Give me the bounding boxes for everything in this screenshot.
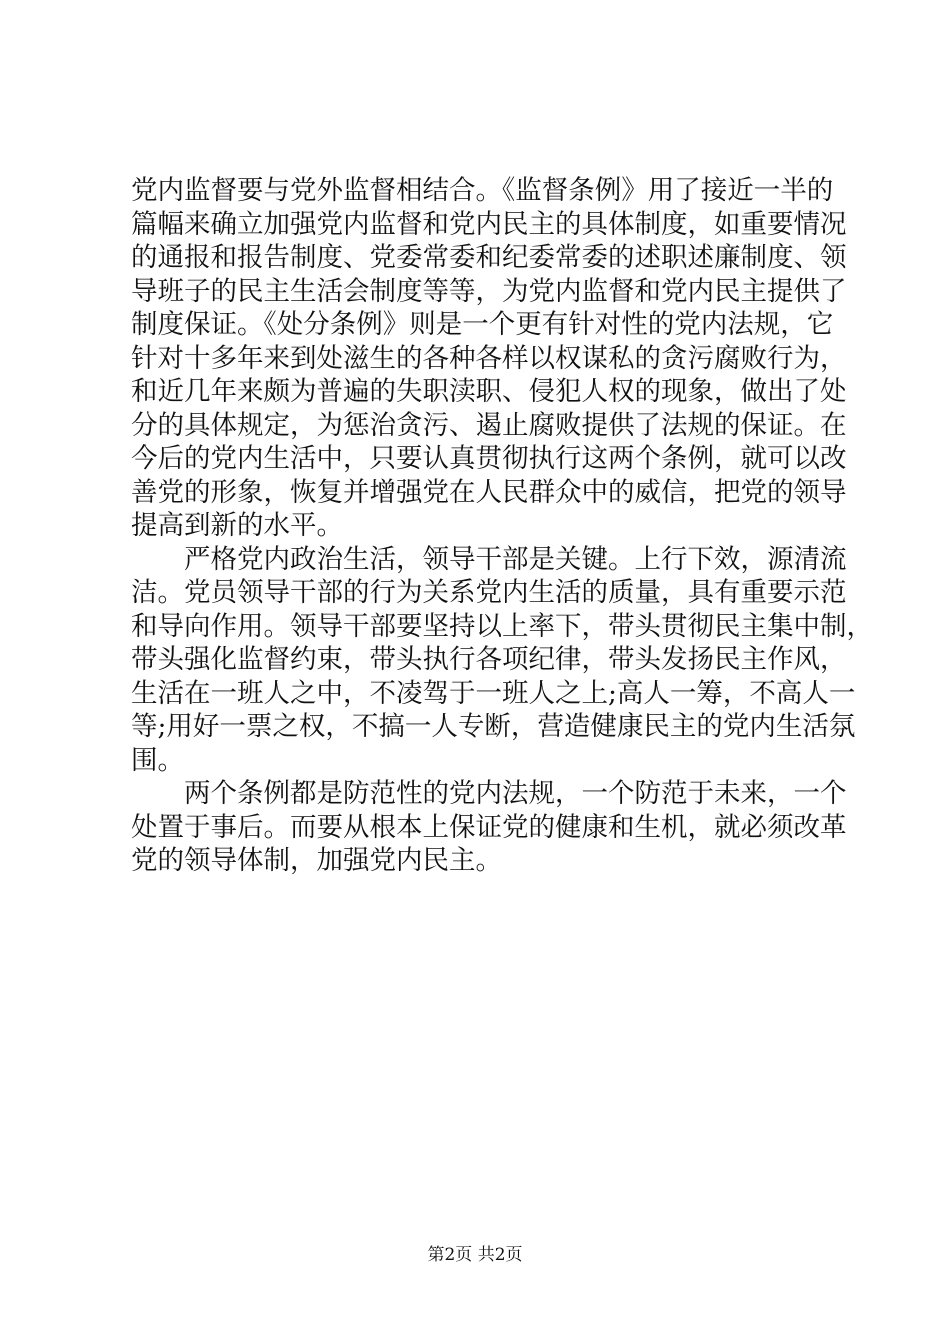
text-line: 提高到新的水平。 bbox=[131, 510, 343, 541]
paragraph-1 bbox=[131, 174, 847, 543]
paragraph-3 bbox=[131, 777, 847, 878]
text-line: 针对十多年来到处滋生的各种各样以权谋私的贪污腐败行为， bbox=[131, 342, 847, 374]
text-line: 生活在一班人之中，不凌驾于一班人之上;高人一筹，不高人一 bbox=[131, 677, 856, 709]
text-line: 制度保证。《处分条例》则是一个更有针对性的党内法规，它 bbox=[131, 309, 834, 340]
text-line: 善党的形象，恢复并增强党在人民群众中的威信，把党的领导 bbox=[131, 476, 847, 508]
text-line: 分的具体规定，为惩治贪污、遏止腐败提供了法规的保证。在 bbox=[131, 409, 847, 441]
text-line: 严格党内政治生活，领导干部是关键。上行下效，源清流 bbox=[184, 543, 847, 575]
text-line: 篇幅来确立加强党内监督和党内民主的具体制度，如重要情况 bbox=[131, 208, 847, 240]
document-body bbox=[131, 174, 873, 878]
text-line: 党内监督要与党外监督相结合。《监督条例》用了接近一半的 bbox=[131, 175, 834, 206]
text-line: 的通报和报告制度、党委常委和纪委常委的述职述廉制度、领 bbox=[131, 242, 847, 273]
page-footer: 第2页 共2页 bbox=[427, 1245, 523, 1265]
text-line: 带头强化监督约束，带头执行各项纪律，带头发扬民主作风， bbox=[131, 644, 847, 675]
text-line: 和近几年来颇为普遍的失职渎职、侵犯人权的现象，做出了处 bbox=[131, 376, 847, 407]
text-line: 等;用好一票之权，不搞一人专断，营造健康民主的党内生活氛 bbox=[131, 711, 856, 742]
text-line: 和导向作用。领导干部要坚持以上率下，带头贯彻民主集中制， bbox=[131, 610, 873, 642]
text-line: 党的领导体制，加强党内民主。 bbox=[131, 845, 502, 876]
text-line: 洁。党员领导干部的行为关系党内生活的质量，具有重要示范 bbox=[131, 577, 847, 608]
text-line: 今后的党内生活中，只要认真贯彻执行这两个条例，就可以改 bbox=[131, 443, 847, 474]
text-line: 处置于事后。而要从根本上保证党的健康和生机，就必须改革 bbox=[131, 811, 847, 843]
paragraph-2 bbox=[131, 543, 873, 778]
text-line: 两个条例都是防范性的党内法规，一个防范于未来，一个 bbox=[184, 778, 847, 809]
text-line: 围。 bbox=[131, 744, 184, 776]
text-line: 导班子的民主生活会制度等等，为党内监督和党内民主提供了 bbox=[131, 275, 847, 307]
